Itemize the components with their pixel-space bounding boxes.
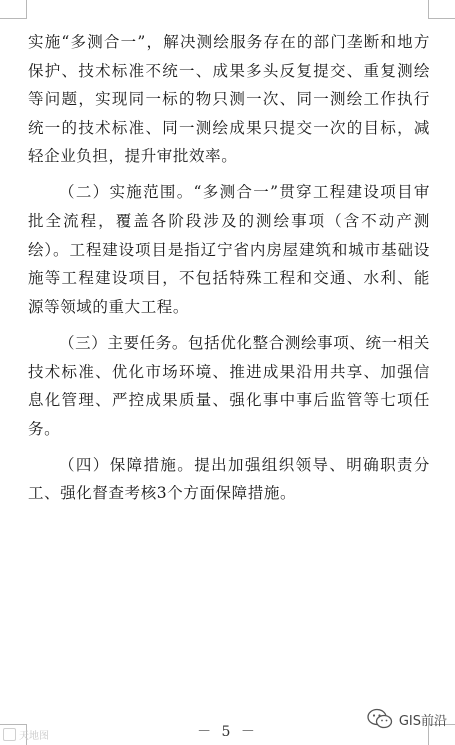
watermark-left	[3, 727, 49, 742]
wechat-icon	[367, 708, 393, 730]
brand-watermark	[367, 708, 447, 730]
brand-name: GIS前沿	[398, 713, 447, 729]
body-text	[28, 28, 430, 516]
page-number: － 5 －	[197, 724, 258, 740]
paragraph-safeguards: （四）保障措施。提出加强组织领导、明确职责分工、强化督查考核3个方面保障措施。	[28, 455, 430, 503]
paragraph-tasks: （三）主要任务。包括优化整合测绘事项、统一相关技术标准、优化市场环境、推进成果沿用共享、加强信息化管理、严控成果质量、强化事中事后监管等七项任务。	[28, 333, 430, 438]
paragraph-continuation: 实施“多测合一”，解决测绘服务存在的部门垄断和地方保护、技术标准不统一、成果多头反复提交、重复测绘等问题，实现同一标的物只测一次、同一测绘工作执行统一的技术标准、同一测绘成果只提交一次的目标，减轻企业负担，提升审批效率。	[28, 33, 430, 166]
crop-mark-top-left	[0, 0, 27, 19]
watermark-icon	[3, 728, 16, 741]
watermark-text: 天地图	[19, 731, 49, 742]
paragraph-scope: （二）实施范围。“多测合一”贯穿工程建设项目审批全流程，覆盖各阶段涉及的测绘事项（含不动产测绘）。工程建设项目是指辽宁省内房屋建筑和城市基础设施等工程建设项目，不包括特殊工程和交通、水利、能源等领域的重大工程。	[28, 183, 430, 316]
crop-mark-top-right	[428, 0, 455, 19]
